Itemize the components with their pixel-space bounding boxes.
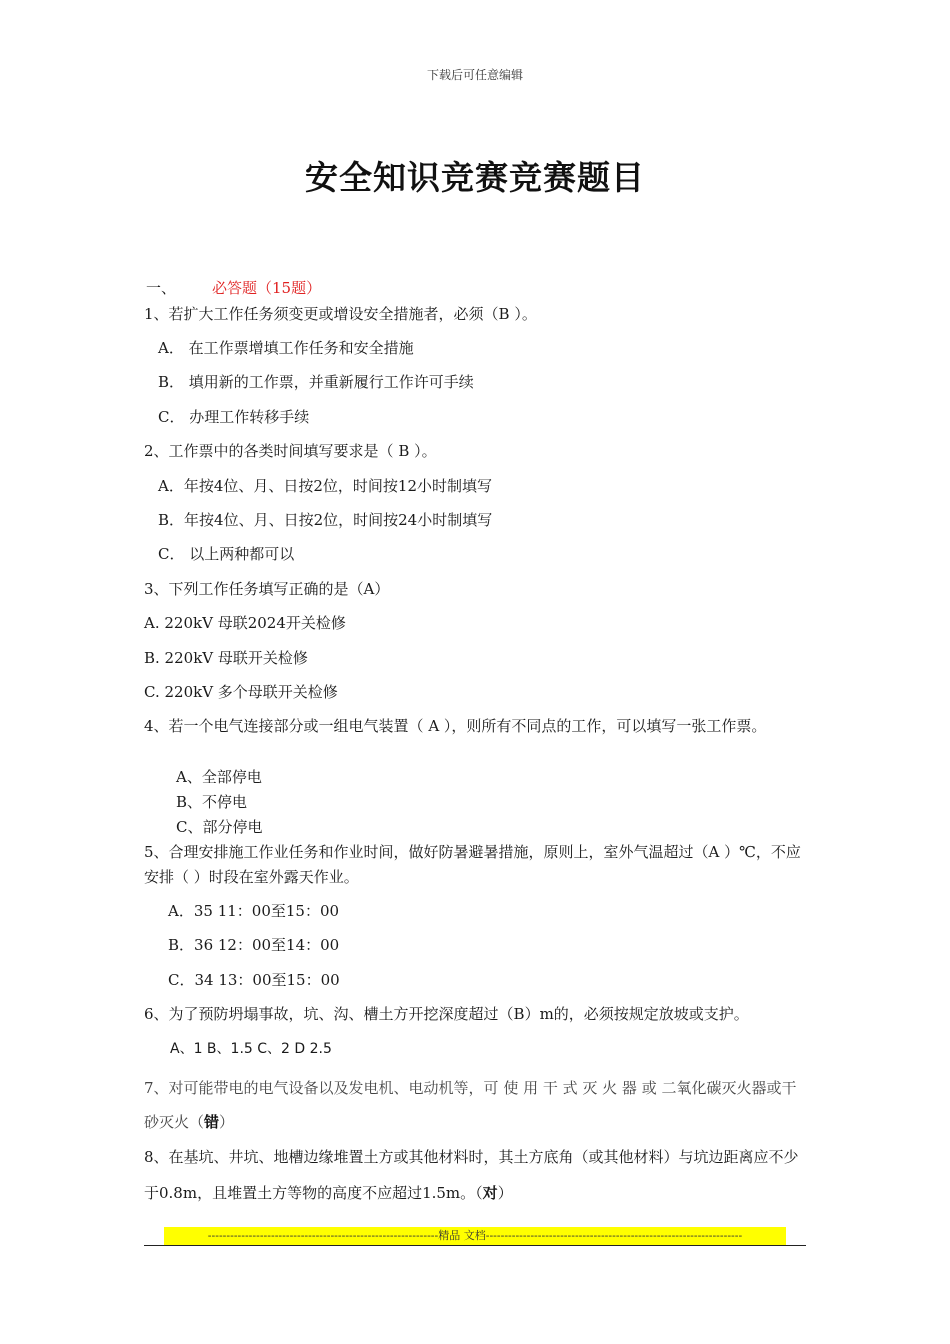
question-1-stem: 1、若扩大工作任务须变更或增设安全措施者，必须（B ）。	[144, 305, 537, 323]
question-4-stem: 4、若一个电气连接部分或一组电气装置（ A ），则所有不同点的工作，可以填写一张工作票。	[144, 717, 767, 735]
question-6-stem: 6、为了预防坍塌事故，坑、沟、槽土方开挖深度超过（B）m的，必须按规定放坡或支护。	[144, 1005, 749, 1023]
question-8	[144, 1139, 808, 1211]
page-title: 安全知识竞赛竞赛题目	[305, 158, 645, 197]
question-7	[144, 1071, 808, 1139]
question-8-close: ）	[497, 1184, 513, 1202]
question-5-option-a: A．35 11：00至15：00	[168, 902, 340, 920]
question-3-option-a: A. 220kV 母联2024开关检修	[144, 614, 346, 632]
question-4-option-a: A、全部停电	[176, 768, 262, 786]
question-5-stem: 5、合理安排施工作业任务和作业时间，做好防暑避暑措施，原则上，室外气温超过（A ）℃，不应安排（ ）时段在室外露天作业。	[144, 843, 801, 886]
question-7-answer: 错	[204, 1113, 220, 1131]
section-number: 一、	[146, 279, 177, 297]
question-2-option-c: C． 以上两种都可以	[158, 545, 295, 563]
question-3-option-c: C. 220kV 多个母联开关检修	[144, 683, 338, 701]
question-4-option-b: B、不停电	[176, 793, 248, 811]
question-8-answer: 对	[482, 1184, 498, 1202]
question-2-option-b: B．年按4位、月、日按2位，时间按24小时制填写	[158, 511, 493, 529]
question-4-option-c: C、部分停电	[176, 818, 263, 836]
question-7-stem: 7、对可能带电的电气设备以及发电机、电动机等，可 使 用 干 式 灭 火 器 或 二氧化碳灭火器或干砂灭火（	[144, 1079, 797, 1131]
footer-divider	[144, 1245, 806, 1246]
question-5-option-b: B．36 12：00至14：00	[168, 936, 340, 954]
question-8-stem: 8、在基坑、井坑、地槽边缘堆置土方或其他材料时，其土方底角（或其他材料）与坑边距离应不少于0.8m，且堆置土方等物的高度不应超过1.5m。（	[144, 1148, 799, 1202]
question-2-option-a: A．年按4位、月、日按2位，时间按12小时制填写	[158, 477, 493, 495]
question-2-stem: 2、工作票中的各类时间填写要求是（ B ）。	[144, 442, 437, 460]
question-6-options: A、1 B、1.5 C、2 D 2.5	[170, 1041, 332, 1057]
question-1-option-c: C． 办理工作转移手续	[158, 408, 310, 426]
question-7-close: ）	[219, 1113, 235, 1131]
question-3-option-b: B. 220kV 母联开关检修	[144, 649, 308, 667]
section-label: 必答题（15题）	[212, 279, 322, 297]
question-5-option-c: C．34 13：00至15：00	[168, 971, 340, 989]
question-1-option-a: A． 在工作票增填工作任务和安全措施	[158, 339, 414, 357]
question-1-option-b: B． 填用新的工作票，并重新履行工作许可手续	[158, 373, 474, 391]
question-3-stem: 3、下列工作任务填写正确的是（A）	[144, 580, 390, 598]
header-note: 下载后可任意编辑	[426, 68, 523, 82]
footer-banner: --------------------------------------------------------------精品 文档---------------------------------------------------------------------	[164, 1227, 786, 1245]
